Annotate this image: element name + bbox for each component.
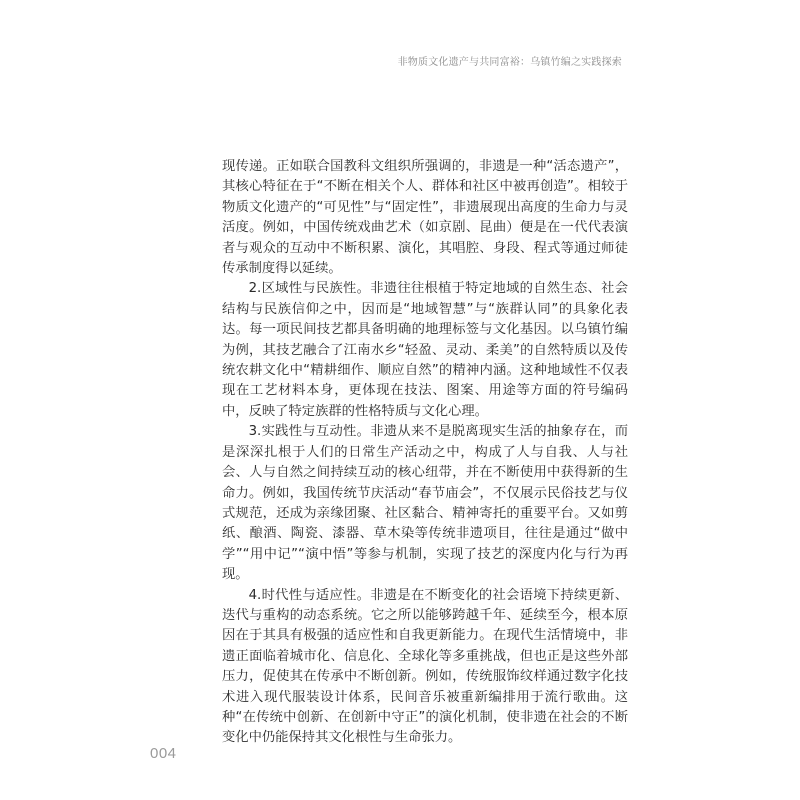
body-text xyxy=(222,157,628,749)
paragraph-era-adaptability: 4.时代性与适应性。非遗是在不断变化的社会语境下持续更新、迭代与重构的动态系统。它之所以能够跨越千年、延续至今，根本原因在于其具有极强的适应性和自我更新能力。在现代生活情境中，非遗正面临着城市化、信息化、全球化等多重挑战，但也正是这些外部压力，促使其在传承中不断创新。例如，传统服饰纹样通过数字化技术进入现代服装设计体系，民间音乐被重新编排用于流行歌曲。这种“在传统中创新、在创新中守正”的演化机制，使非遗在社会的不断变化中仍能保持其文化根性与生命张力。 xyxy=(222,587,628,746)
paragraph-practice-interaction: 3.实践性与互动性。非遗从来不是脱离现实生活的抽象存在，而是深深扎根于人们的日常生产活动之中，构成了人与自我、人与社会、人与自然之间持续互动的核心纽带，并在不断使用中获得新的生命力。例如，我国传统节庆活动“春节庙会”，不仅展示民俗技艺与仪式规范，还成为亲缘团聚、社区黏合、精神寄托的重要平台。又如剪纸、酿酒、陶瓷、漆器、草木染等传统非遗项目，往往是通过“做中学”“用中记”“演中悟”等参与机制，实现了技艺的深度内化与行为再现。 xyxy=(222,424,628,583)
paragraph-regional-ethnic: 2.区域性与民族性。非遗往往根植于特定地域的自然生态、社会结构与民族信仰之中，因而是“地域智慧”与“族群认同”的具象化表达。每一项民间技艺都具备明确的地理标签与文化基因。以乌镇竹编为例，其技艺融合了江南水乡“轻盈、灵动、柔美”的自然特质以及传统农耕文化中“精耕细作、顺应自然”的精神内涵。这种地域性不仅表现在工艺材料本身，更体现在技法、图案、用途等方面的符号编码中，反映了特定族群的性格特质与文化心理。 xyxy=(222,281,628,419)
page-number: 004 xyxy=(150,745,177,762)
running-header: 非物质文化遗产与共同富裕：乌镇竹编之实践探索 xyxy=(397,57,622,68)
paragraph-continuation: 现传递。正如联合国教科文组织所强调的，非遗是一种“活态遗产”，其核心特征在于“不断在相关个人、群体和社区中被再创造”。相较于物质文化遗产的“可见性”与“固定性”，非遗展现出高度的生命力与灵活度。例如，中国传统戏曲艺术（如京剧、昆曲）便是在一代代表演者与观众的互动中不断积累、演化，其唱腔、身段、程式等通过师徒传承制度得以延续。 xyxy=(222,159,628,277)
